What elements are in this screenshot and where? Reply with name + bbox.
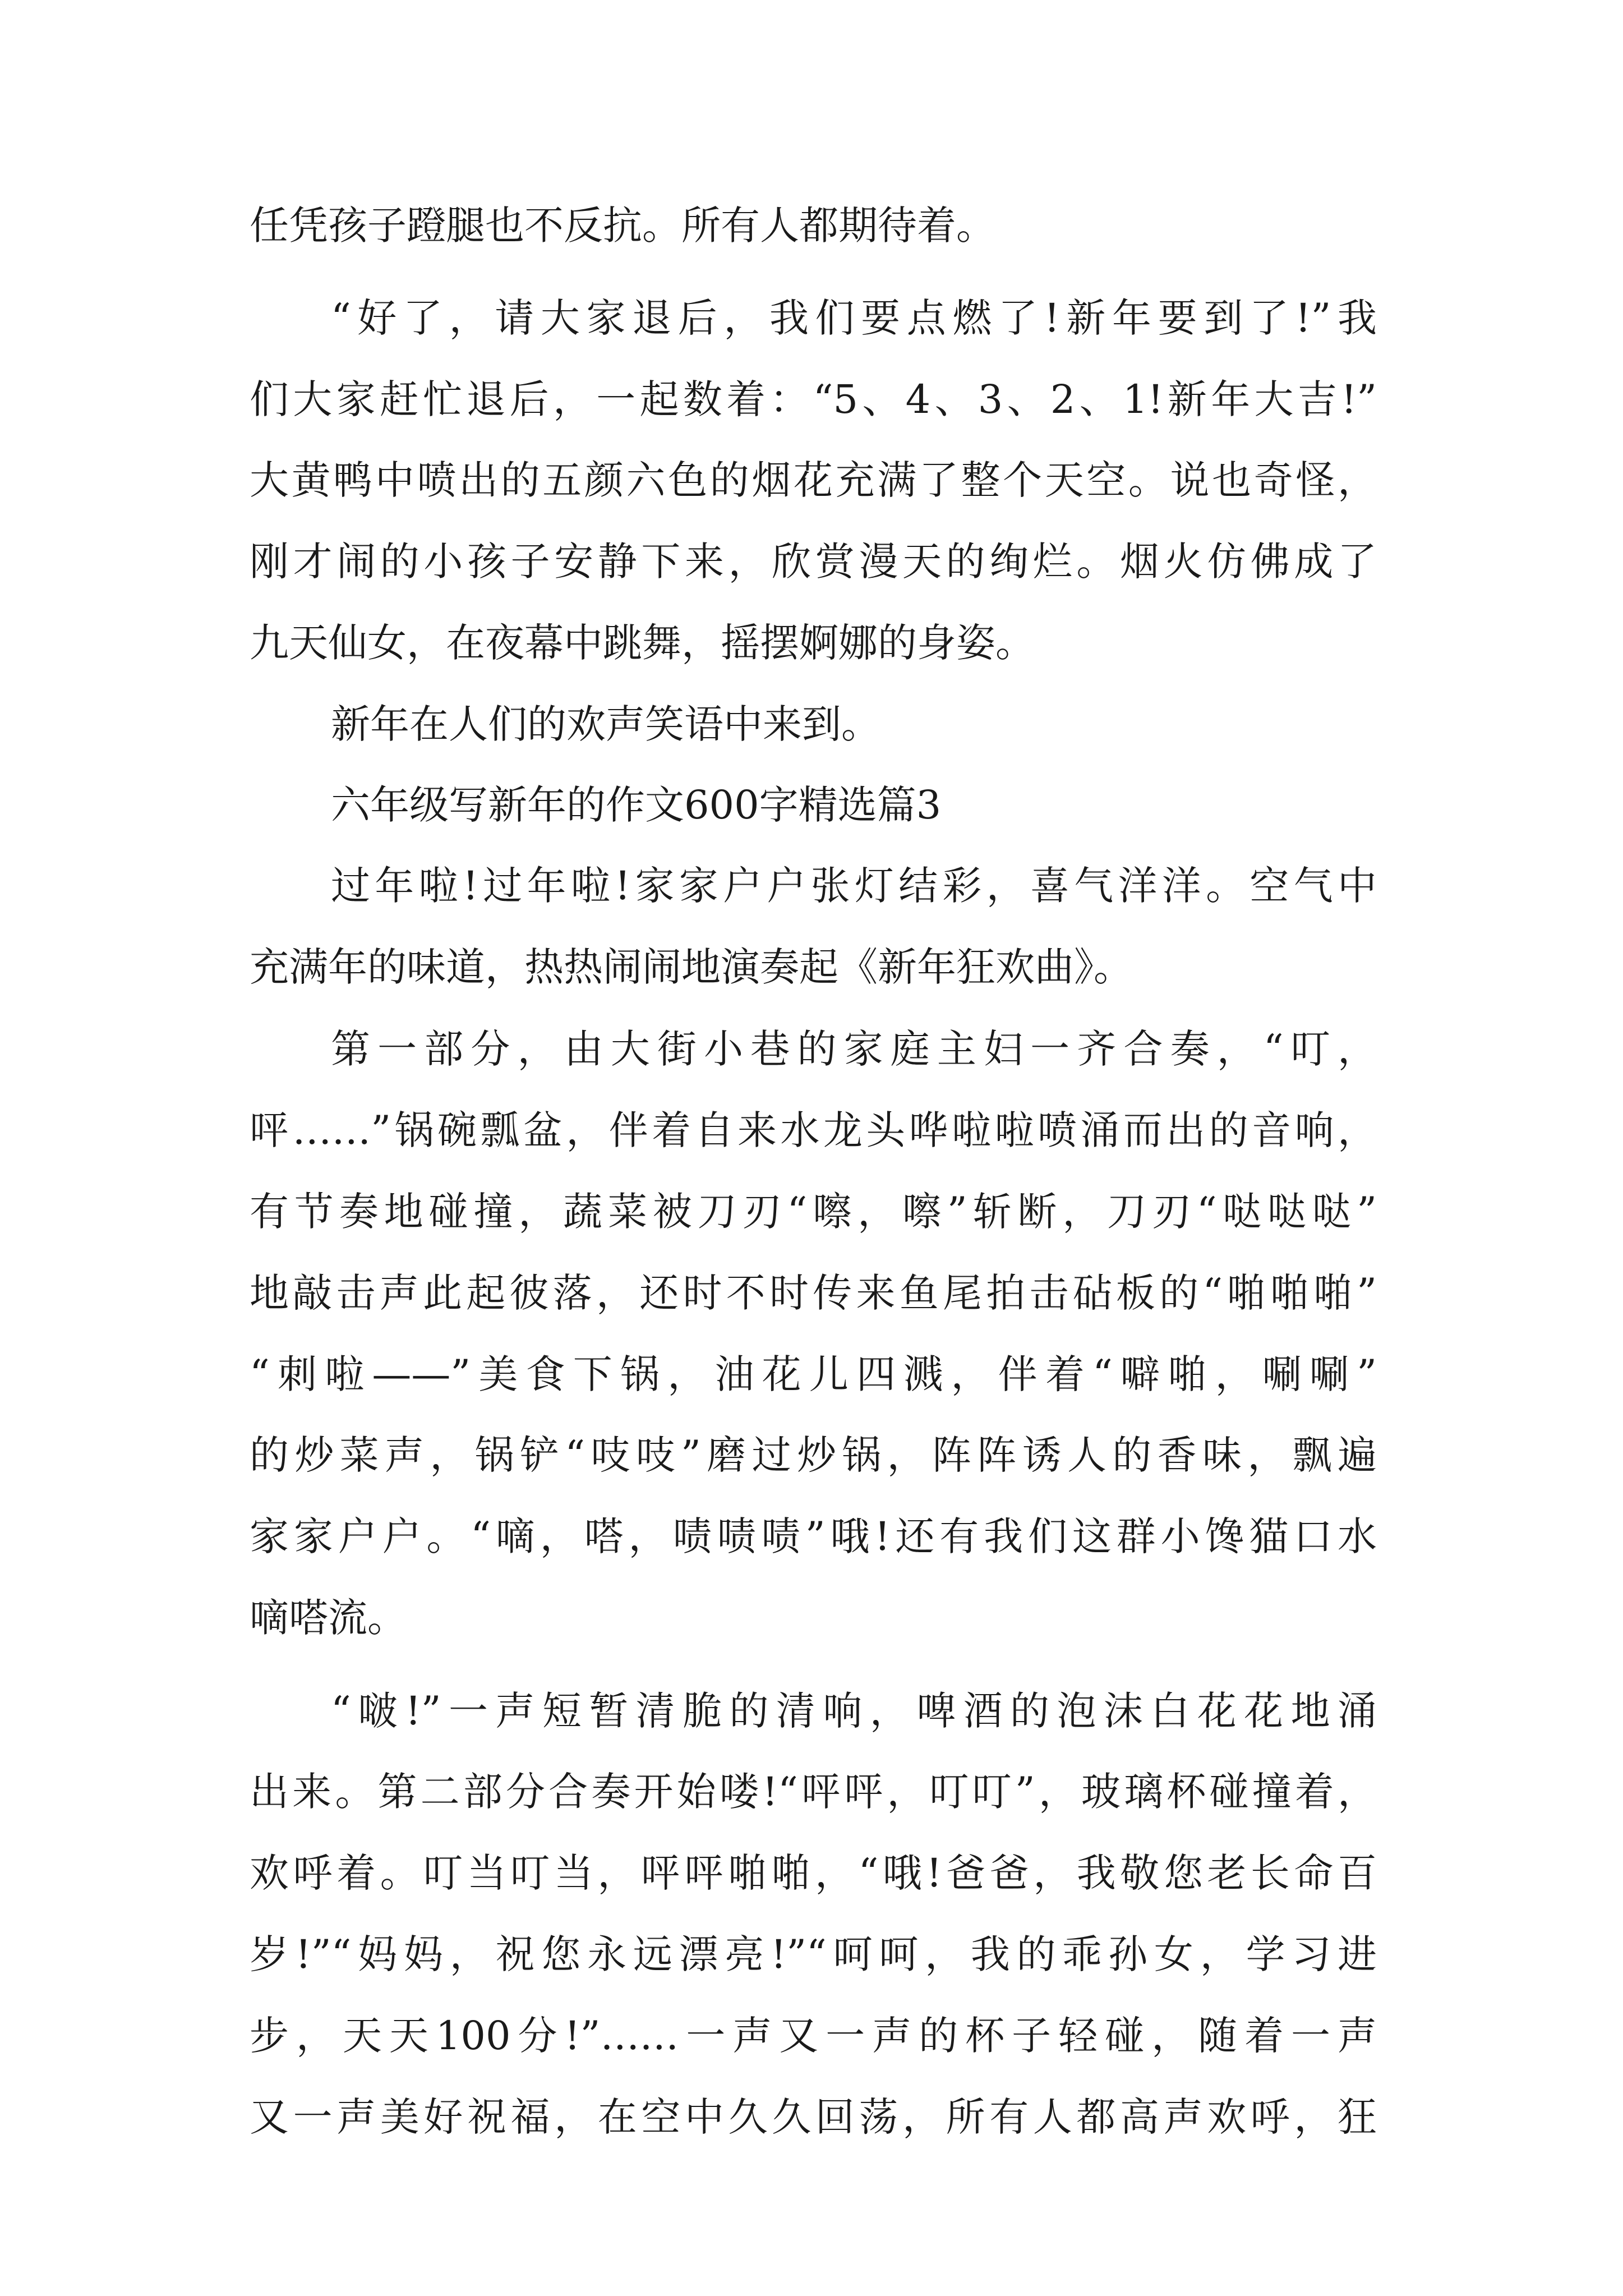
text-line: 欢呼着。叮当叮当，呯呯啪啪，“哦!爸爸，我敬您老长命百 — [250, 1850, 1377, 1896]
paragraph-first-line: 第一部分，由大街小巷的家庭主妇一齐合奏，“叮， — [331, 1026, 1377, 1072]
text-line: 们大家赶忙退后，一起数着：“5、4、3、2、1!新年大吉!” — [250, 376, 1377, 422]
paragraph-first-line: 过年啦!过年啦!家家户户张灯结彩，喜气洋洋。空气中 — [331, 863, 1377, 909]
paragraph-first-line: “好了，请大家退后，我们要点燃了!新年要到了!”我 — [331, 295, 1377, 341]
text-line: 大黄鸭中喷出的五颜六色的烟花充满了整个天空。说也奇怪， — [250, 457, 1377, 503]
text-line: 呯……”锅碗瓢盆，伴着自来水龙头哗啦啦喷涌而出的音响， — [250, 1107, 1377, 1153]
text-line: 地敲击声此起彼落，还时不时传来鱼尾拍击砧板的“啪啪啪” — [250, 1270, 1377, 1316]
paragraph-single-line: 新年在人们的欢声笑语中来到。 — [331, 701, 880, 747]
text-line: 步，天天100分!”……一声又一声的杯子轻碰，随着一声 — [250, 2013, 1377, 2059]
text-line: 嘀嗒流。 — [250, 1595, 407, 1641]
section-heading: 六年级写新年的作文600字精选篇3 — [331, 782, 942, 828]
text-line: “刺啦——”美食下锅，油花儿四溅，伴着“噼啪，唰唰” — [250, 1351, 1377, 1397]
text-line: 有节奏地碰撞，蔬菜被刀刃“嚓，嚓”斩断，刀刃“哒哒哒” — [250, 1189, 1377, 1235]
text-line: 家家户户。“嘀，嗒，啧啧啧”哦!还有我们这群小馋猫口水 — [250, 1513, 1377, 1559]
text-line: 出来。第二部分合奏开始喽!“呯呯，叮叮”，玻璃杯碰撞着， — [250, 1769, 1377, 1815]
text-line: 刚才闹的小孩子安静下来，欣赏漫天的绚烂。烟火仿佛成了 — [250, 539, 1377, 585]
paragraph-first-line: “啵!”一声短暂清脆的清响，啤酒的泡沫白花花地涌 — [331, 1688, 1377, 1734]
text-line: 的炒菜声，锅铲“吱吱”磨过炒锅，阵阵诱人的香味，飘遍 — [250, 1432, 1377, 1478]
text-line: 岁!”“妈妈，祝您永远漂亮!”“呵呵，我的乖孙女，学习进 — [250, 1931, 1377, 1977]
text-line: 任凭孩子蹬腿也不反抗。所有人都期待着。 — [250, 203, 995, 249]
text-line: 九天仙女，在夜幕中跳舞，摇摆婀娜的身姿。 — [250, 620, 1035, 666]
text-line: 充满年的味道，热热闹闹地演奏起《新年狂欢曲》。 — [250, 944, 1133, 990]
text-line: 又一声美好祝福，在空中久久回荡，所有人都高声欢呼，狂 — [250, 2094, 1377, 2140]
